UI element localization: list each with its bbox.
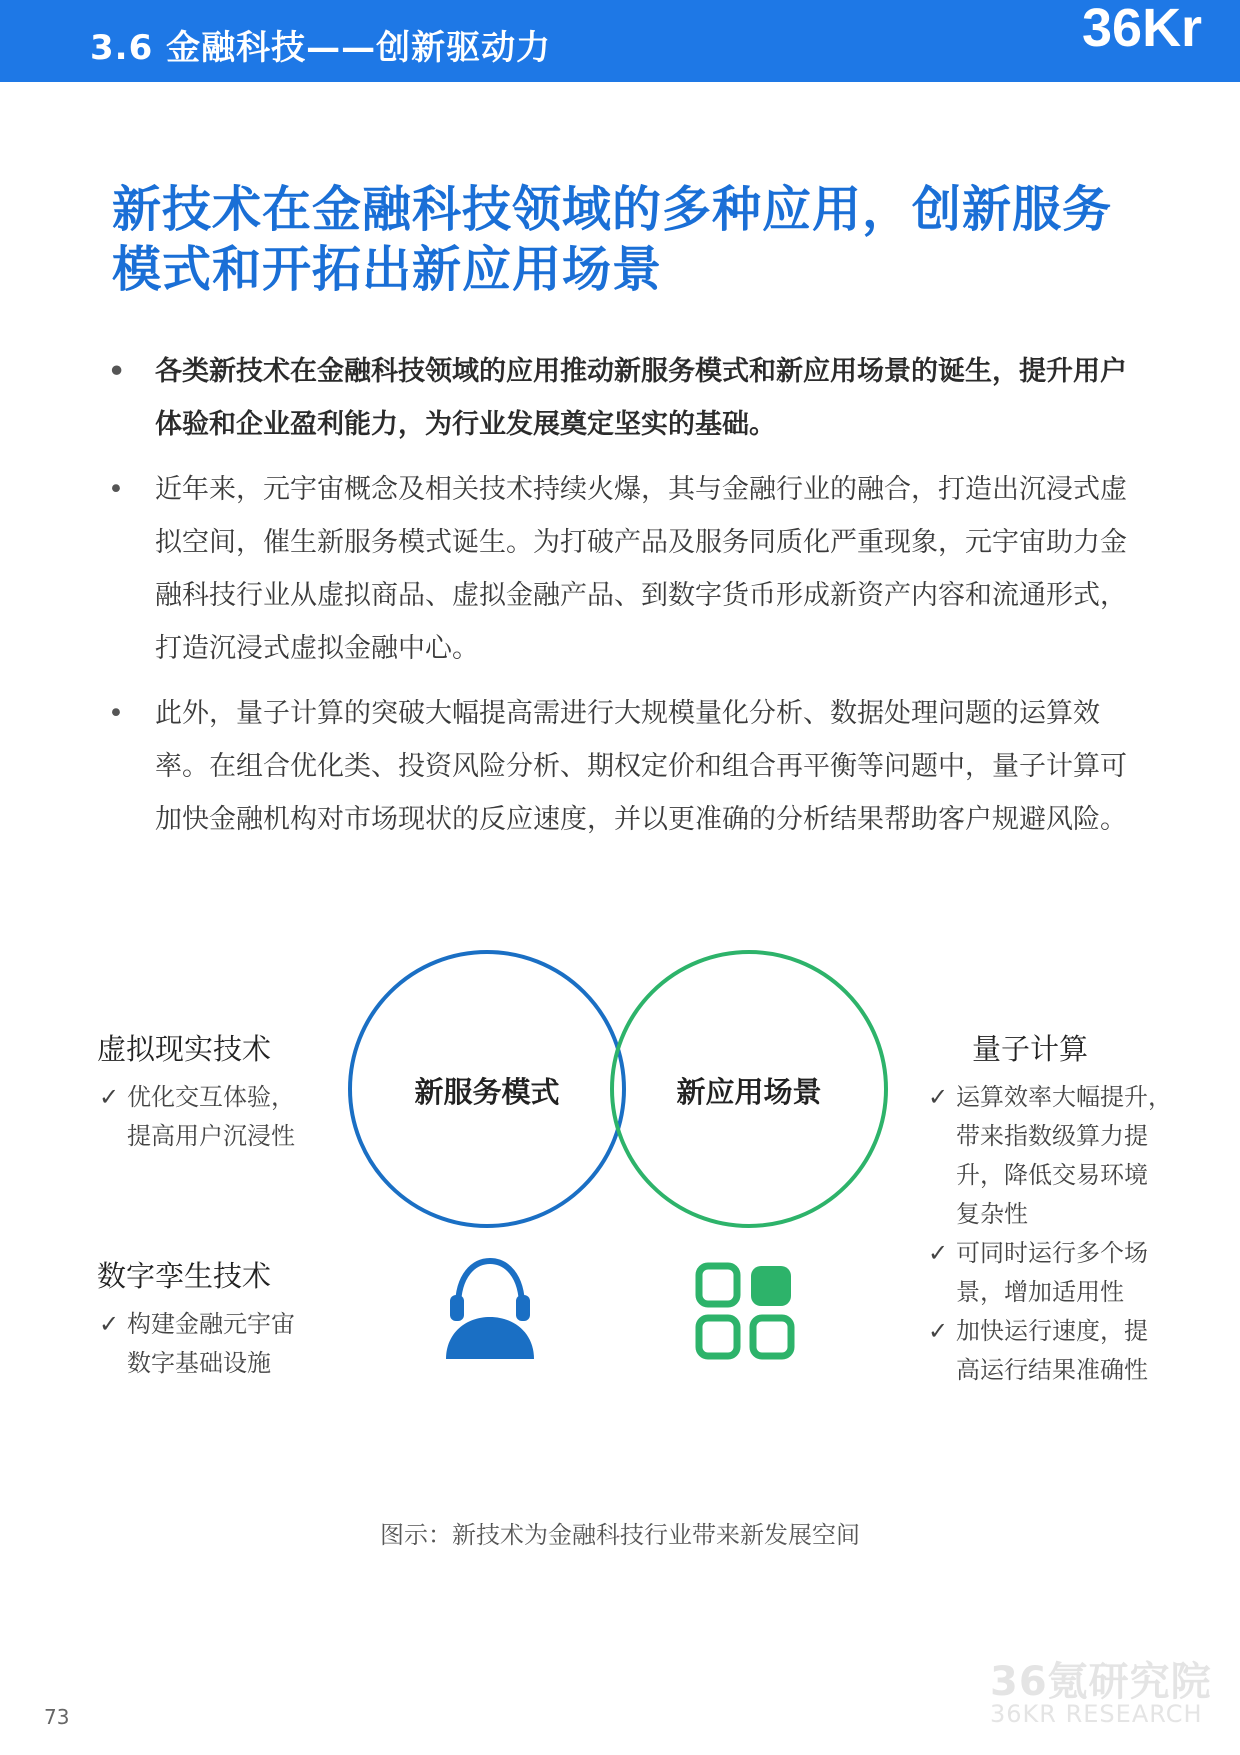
watermark-cn: 36氪研究院 (990, 1659, 1212, 1705)
left-circle-label: 新服务模式 (414, 1075, 560, 1109)
bullet-dot: • (108, 698, 124, 729)
bullet-dot: • (108, 474, 124, 505)
quantum-point-line: 加快运行速度，提 (956, 1317, 1148, 1345)
twin-point-line: 构建金融元宇宙 (127, 1310, 295, 1338)
app-grid-icon (695, 1262, 795, 1362)
check-icon: ✓ (928, 1083, 949, 1111)
quantum-point-line: 可同时运行多个场 (956, 1239, 1148, 1267)
twin-point (99, 1305, 295, 1383)
right-circle-label: 新应用场景 (676, 1075, 822, 1109)
page-heading: 新技术在金融科技领域的多种应用，创新服务模式和开拓出新应用场景 (112, 181, 1113, 298)
quantum-point-line: 高运行结果准确性 (956, 1356, 1148, 1384)
quantum-point-line: 运算效率大幅提升， (956, 1083, 1172, 1111)
section-title: 3.6 金融科技——创新驱动力 (90, 28, 552, 68)
quantum-point (928, 1078, 1172, 1234)
twin-points (99, 1305, 295, 1383)
bullet-item (100, 463, 1130, 675)
quantum-point (928, 1312, 1172, 1390)
vr-point (99, 1078, 295, 1156)
bullet-item (100, 345, 1130, 451)
quantum-points (928, 1078, 1172, 1390)
quantum-point-line: 景，增加适用性 (956, 1278, 1124, 1306)
check-icon: ✓ (99, 1083, 120, 1111)
figure-caption: 图示：新技术为金融科技行业带来新发展空间 (380, 1521, 860, 1549)
vr-points (99, 1078, 295, 1156)
check-icon: ✓ (99, 1310, 120, 1338)
check-icon: ✓ (928, 1317, 949, 1345)
vr-point-line: 优化交互体验， (127, 1083, 295, 1111)
36kr-logo (1080, 0, 1240, 86)
quantum-point-line: 升，降低交易环境 (956, 1161, 1148, 1189)
customer-service-icon (440, 1255, 540, 1360)
vr-heading: 虚拟现实技术 (97, 1032, 272, 1066)
quantum-point-line: 复杂性 (956, 1200, 1028, 1228)
twin-heading: 数字孪生技术 (97, 1259, 272, 1293)
bullet-text: 各类新技术在金融科技领域的应用推动新服务模式和新应用场景的诞生，提升用户体验和企业盈利能力，为行业发展奠定坚实的基础。 (155, 356, 1127, 440)
bullet-text: 此外，量子计算的突破大幅提高需进行大规模量化分析、数据处理问题的运算效率。在组合优化类、投资风险分析、期权定价和组合再平衡等问题中，量子计算可加快金融机构对市场现状的反应速度，并以更准确的分析结果帮助客户规避风险。 (155, 698, 1127, 835)
vr-point-line: 提高用户沉浸性 (127, 1122, 295, 1150)
bullet-text: 近年来，元宇宙概念及相关技术持续火爆，其与金融行业的融合，打造出沉浸式虚拟空间，催生新服务模式诞生。为打破产品及服务同质化严重现象，元宇宙助力金融科技行业从虚拟商品、虚拟金融产品、到数字货币形成新资产内容和流通形式，打造沉浸式虚拟金融中心。 (155, 474, 1127, 664)
quantum-point-line: 带来指数级算力提 (956, 1122, 1148, 1150)
twin-point-line: 数字基础设施 (127, 1349, 271, 1377)
check-icon: ✓ (928, 1239, 949, 1267)
bullet-item (100, 687, 1130, 846)
watermark-en: 36KR RESEARCH (990, 1700, 1203, 1728)
bullet-list (100, 345, 1130, 858)
page-number: 73 (44, 1705, 70, 1729)
quantum-point (928, 1234, 1172, 1312)
logo-36: 36Kr (1082, 0, 1203, 58)
quantum-heading: 量子计算 (972, 1032, 1089, 1066)
bullet-dot: • (108, 356, 126, 387)
